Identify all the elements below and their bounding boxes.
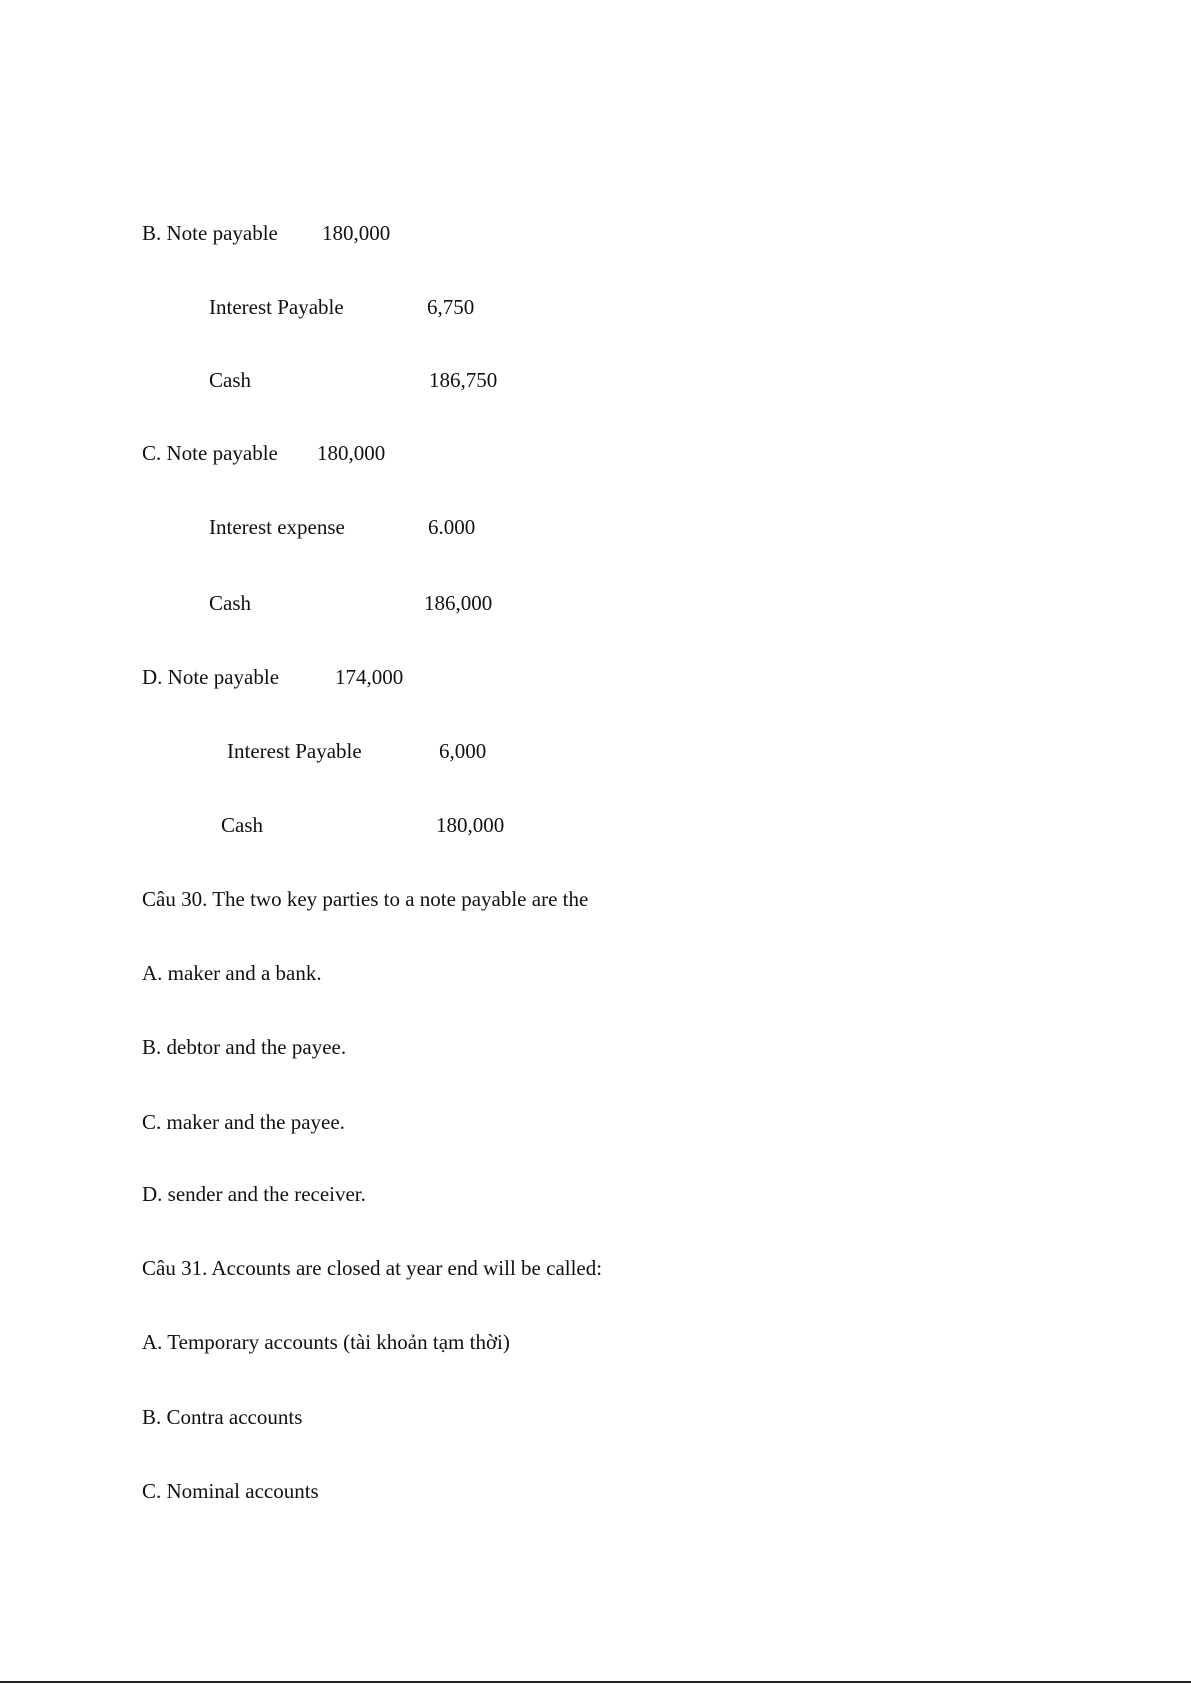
entry-c-amount-1: 6.000 bbox=[428, 515, 476, 539]
entry-d-account-1: Interest Payable bbox=[227, 739, 362, 763]
entry-b-amount-1: 6,750 bbox=[427, 295, 475, 319]
entry-d-label: D. Note payable bbox=[142, 665, 280, 689]
q30-option-b: B. debtor and the payee. bbox=[142, 1035, 347, 1059]
entry-d-amount: 174,000 bbox=[335, 665, 404, 689]
q31-option-c: C. Nominal accounts bbox=[142, 1479, 319, 1503]
entry-c-account-1: Interest expense bbox=[209, 515, 345, 539]
entry-d-amount-1: 6,000 bbox=[439, 739, 487, 763]
entry-c-amount-2: 186,000 bbox=[424, 591, 493, 615]
entry-d-account-2: Cash bbox=[221, 813, 263, 837]
entry-d-amount-2: 180,000 bbox=[436, 813, 505, 837]
q31-option-b: B. Contra accounts bbox=[142, 1405, 303, 1429]
entry-b-label: B. Note payable bbox=[142, 221, 278, 245]
entry-b-amount: 180,000 bbox=[322, 221, 391, 245]
entry-c-account-2: Cash bbox=[209, 591, 251, 615]
entry-b-amount-2: 186,750 bbox=[429, 368, 498, 392]
question-31: Câu 31. Accounts are closed at year end will be called: bbox=[142, 1256, 603, 1280]
entry-b-account-1: Interest Payable bbox=[209, 295, 344, 319]
page-bottom-rule bbox=[0, 1681, 1191, 1683]
entry-b-account-2: Cash bbox=[209, 368, 251, 392]
q31-option-a: A. Temporary accounts (tài khoản tạm thời) bbox=[142, 1330, 510, 1354]
entry-c-amount: 180,000 bbox=[317, 441, 386, 465]
q30-option-c: C. maker and the payee. bbox=[142, 1110, 345, 1134]
q30-option-a: A. maker and a bank. bbox=[142, 961, 322, 985]
question-30: Câu 30. The two key parties to a note payable are the bbox=[142, 887, 589, 911]
q30-option-d: D. sender and the receiver. bbox=[142, 1182, 366, 1206]
entry-c-label: C. Note payable bbox=[142, 441, 278, 465]
